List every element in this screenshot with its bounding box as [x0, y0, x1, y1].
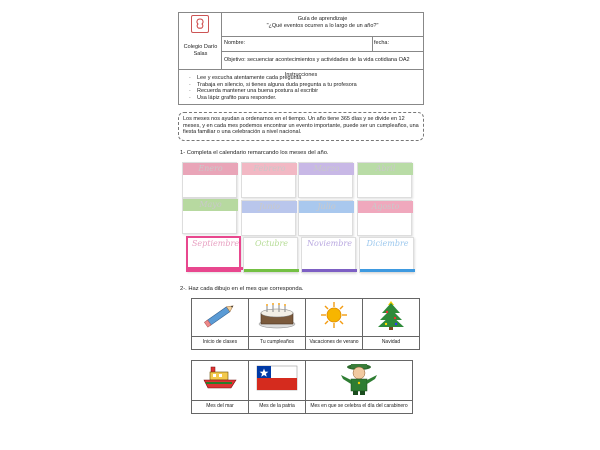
pencil-icon — [200, 301, 240, 329]
question-2: 2-. Haz cada dibujo en el mes que corresponda. — [180, 286, 304, 292]
guide-title — [222, 13, 423, 37]
month-card-julio[interactable] — [298, 200, 353, 236]
month-card-enero[interactable] — [182, 162, 237, 198]
month-card-noviembre[interactable] — [301, 237, 356, 273]
month-card-junio[interactable] — [241, 200, 296, 236]
birthday-cake-icon — [255, 300, 299, 330]
month-label: Diciembre — [366, 239, 409, 248]
instruction-item: · Lee y escucha atentamente cada pregunta — [189, 75, 357, 82]
header-table — [178, 12, 424, 105]
instructions-list — [189, 75, 357, 101]
school-logo-icon — [191, 15, 209, 33]
christmas-tree-icon — [376, 299, 406, 331]
month-card-octubre[interactable] — [243, 237, 298, 273]
instruction-item: · Usa lápiz grafito para responder. — [189, 95, 357, 102]
caption-carabinero: Mes en que se celebra el día del carabinero — [306, 401, 413, 414]
month-label: Mayo — [199, 200, 222, 209]
month-bottom-band — [360, 269, 415, 272]
caption-mes-patria: Mes de la patria — [249, 401, 306, 414]
month-label: Marzo — [313, 164, 340, 173]
month-bottom-band — [244, 269, 299, 272]
name-field-label[interactable]: Nombre: — [224, 40, 246, 46]
month-card-agosto[interactable] — [357, 200, 412, 236]
month-card-septiembre[interactable] — [186, 236, 241, 272]
intro-paragraph: Los meses nos ayudan a ordenarnos en el tiempo. Un año tiene 365 días y se divide en 12 meses, y en cada mes podemos encontrar un evento importante, puede ser un cumpleaños, una fiesta familiar o una celebración a nivel nacional. — [178, 112, 424, 141]
month-label: Enero — [198, 164, 223, 173]
month-label: Junio — [259, 202, 280, 211]
objective-row — [222, 52, 423, 69]
objective-text: Objetivo: secuenciar acontecimientos y actividades de la vida cotidiana OA2 — [224, 57, 410, 63]
carabinero-icon — [337, 361, 381, 395]
carabinero-cell[interactable] — [306, 361, 413, 401]
flag-cell[interactable] — [249, 361, 306, 401]
divider — [372, 37, 373, 52]
tree-cell[interactable] — [363, 299, 420, 337]
month-card-abril[interactable] — [357, 162, 412, 198]
month-label: Septiembre — [191, 239, 240, 248]
guide-title-line2: "¿Qué eventos ocurren a lo largo de un año?" — [266, 23, 379, 29]
sun-cell[interactable] — [306, 299, 363, 337]
school-name: Colegio Darío Salas — [183, 44, 218, 57]
name-date-row — [222, 37, 423, 52]
instructions-section — [179, 69, 423, 104]
cake-cell[interactable] — [249, 299, 306, 337]
caption-navidad: Navidad — [363, 337, 420, 350]
boat-icon — [201, 363, 239, 393]
month-label: Octubre — [254, 239, 289, 248]
sun-icon — [319, 300, 349, 330]
question-1: 1- Completa el calendario remarcando los meses del año. — [180, 150, 329, 156]
month-card-marzo[interactable] — [298, 162, 353, 198]
guide-title-line1: Guía de aprendizaje — [297, 16, 348, 22]
month-card-febrero[interactable] — [241, 162, 296, 198]
month-label: Julio — [317, 202, 336, 211]
caption-cumpleanos: Tu cumpleaños — [249, 337, 306, 350]
drawing-table-2 — [191, 360, 413, 414]
month-label: Noviembre — [307, 239, 352, 248]
chile-flag-icon — [256, 364, 298, 392]
month-card-mayo[interactable] — [182, 198, 237, 234]
instruction-item: · Trabaja en silencio, si tienes alguna duda pregunta a tu profesora — [189, 82, 357, 89]
caption-mes-del-mar: Mes del mar — [192, 401, 249, 414]
instruction-item: · Recuerda mantener una buena postura al escribir — [189, 88, 357, 95]
date-field-label[interactable]: fecha: — [374, 40, 389, 46]
month-bottom-band — [302, 269, 357, 272]
calendar-grid — [180, 160, 420, 280]
month-label: Febrero — [253, 164, 286, 173]
month-card-diciembre[interactable] — [359, 237, 414, 273]
caption-inicio-clases: Inicio de clases — [192, 337, 249, 350]
school-cell — [179, 13, 222, 69]
month-label: Agosto — [371, 202, 400, 211]
drawing-table-1 — [191, 298, 420, 350]
caption-vacaciones: Vacaciones de verano — [306, 337, 363, 350]
boat-cell[interactable] — [192, 361, 249, 401]
instructions-title: Instrucciones — [284, 72, 318, 78]
pencil-cell[interactable] — [192, 299, 249, 337]
month-label: Abril — [375, 164, 396, 173]
month-bottom-band — [188, 267, 243, 270]
